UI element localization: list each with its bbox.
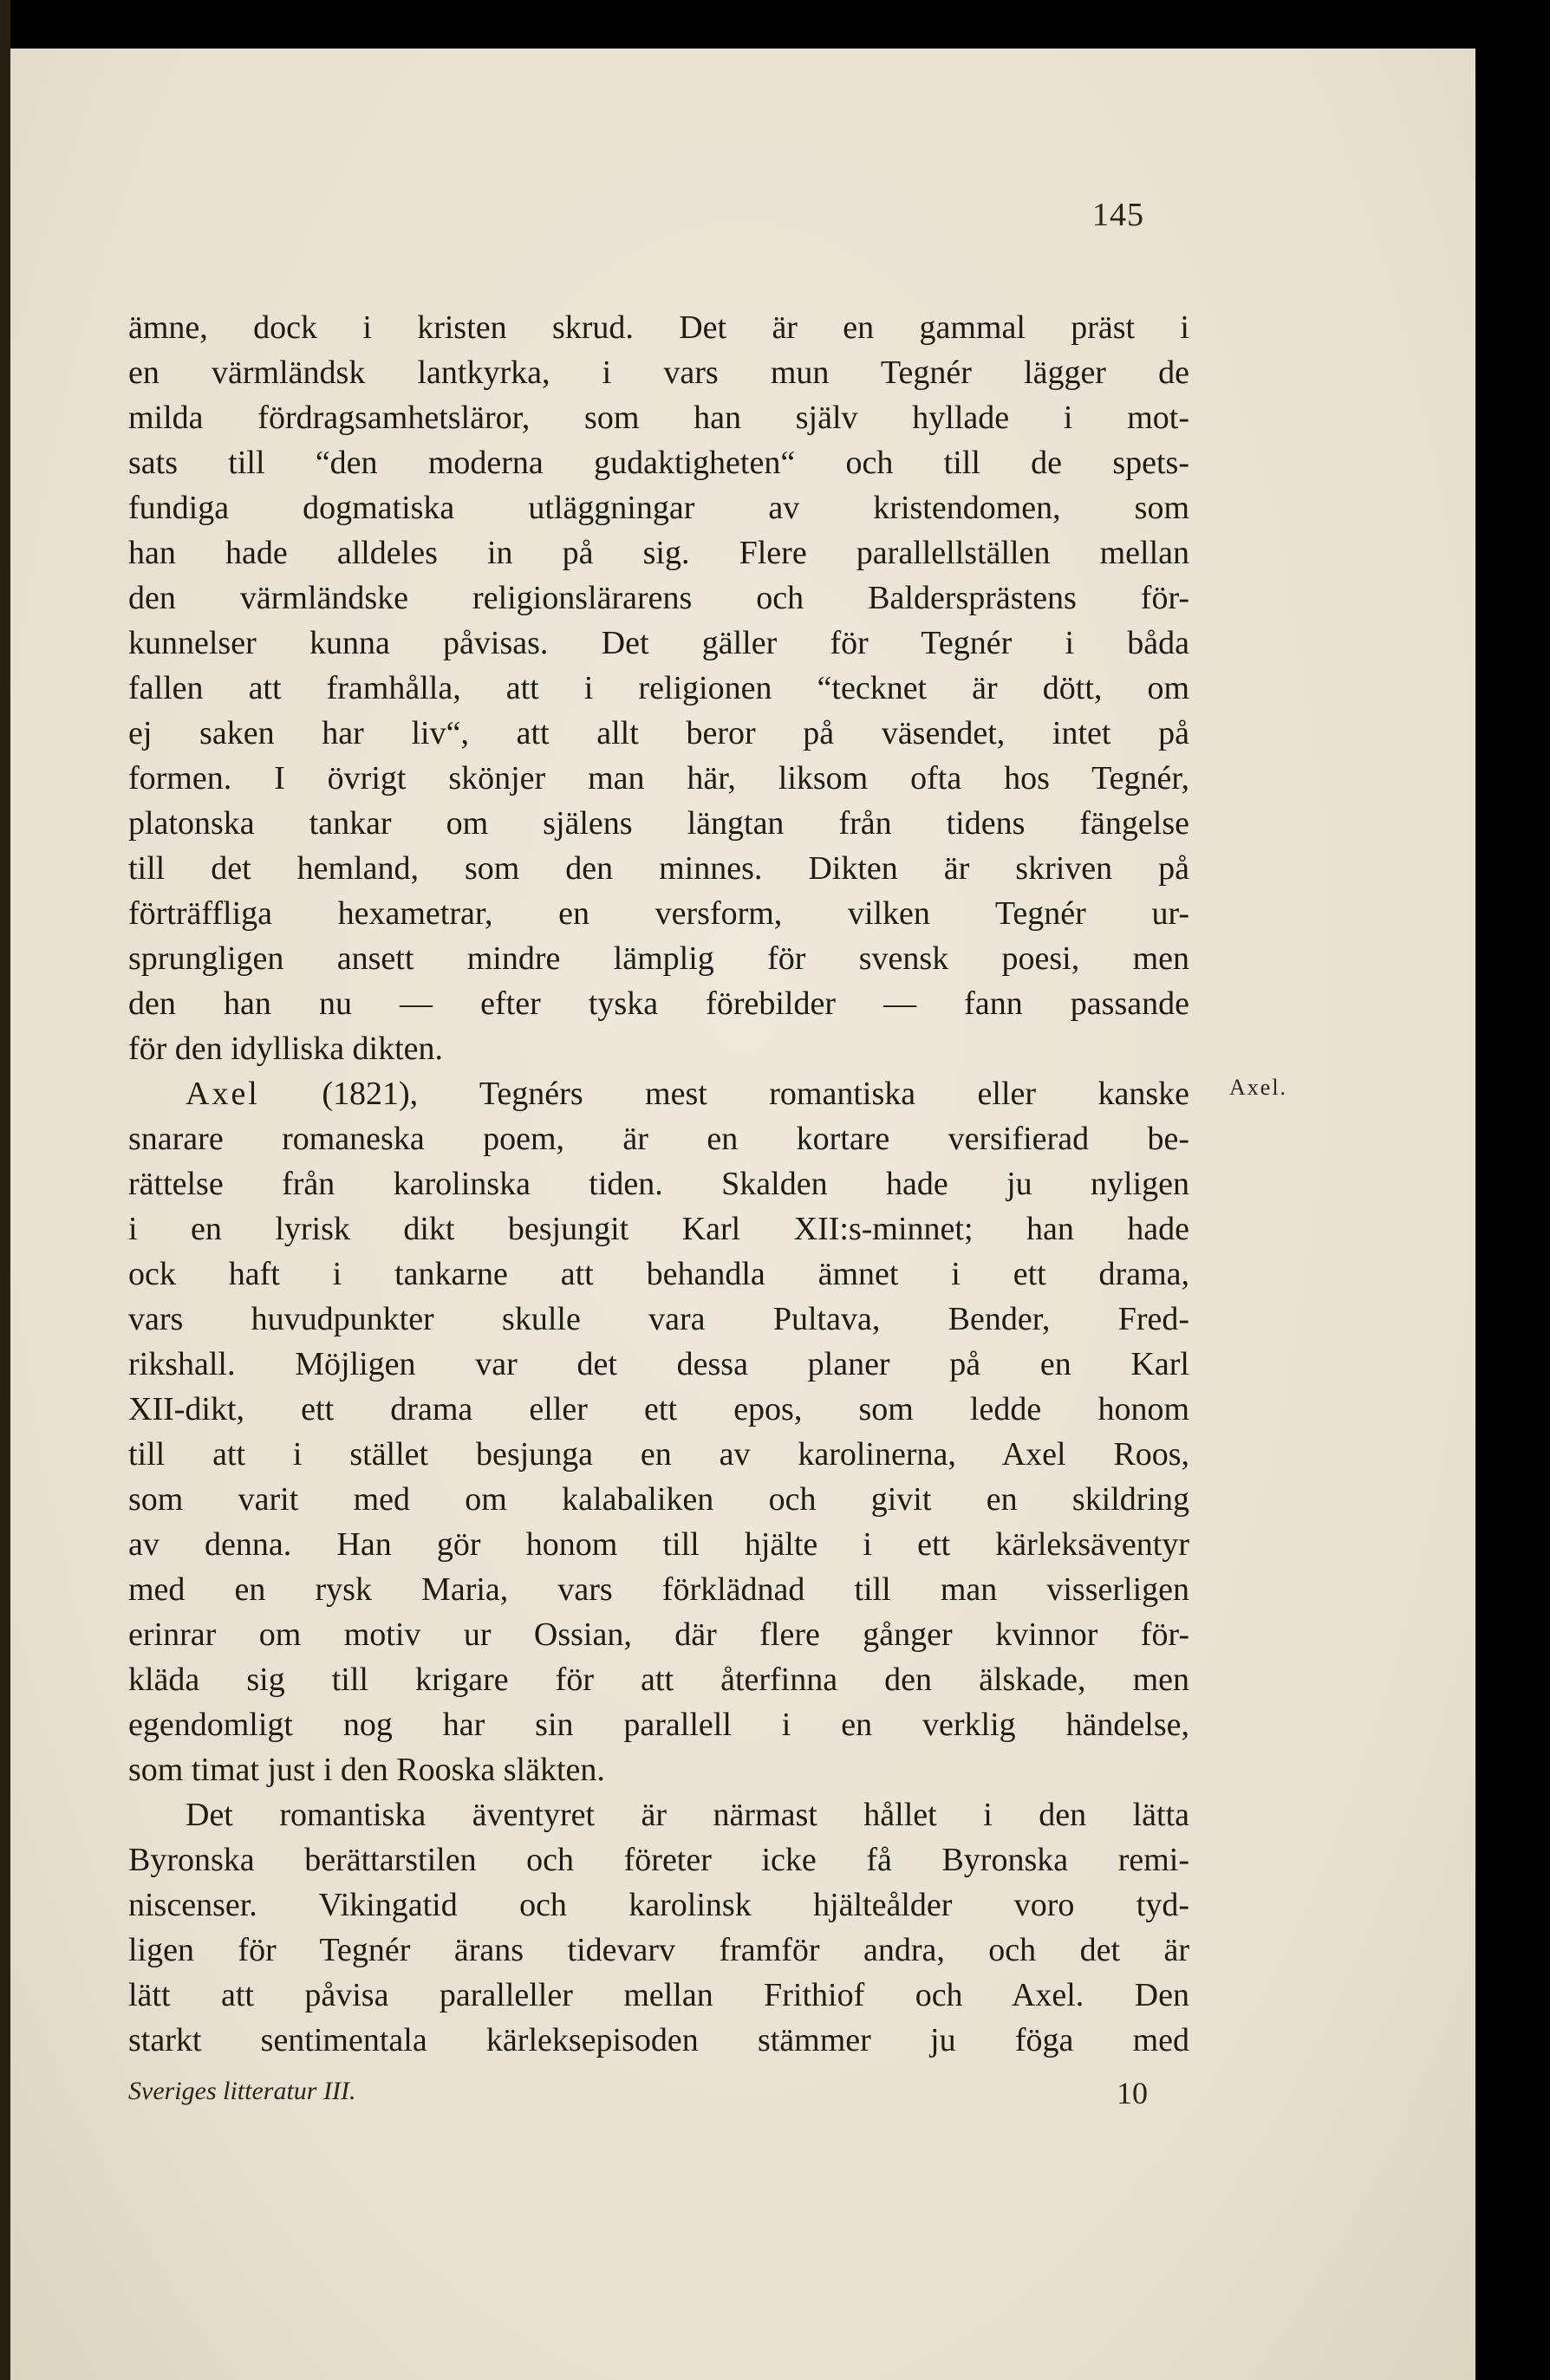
- text-line: rättelse från karolinska tiden. Skalden hade ju nyligen: [128, 1166, 1189, 1202]
- text-line: niscenser. Vikingatid och karolinsk hjälteålder voro tyd-: [128, 1887, 1189, 1923]
- text-line: starkt sentimentala kärleksepisoden stämmer ju föga med: [128, 2022, 1189, 2058]
- text-line: vars huvudpunkter skulle vara Pultava, Bender, Fred-: [128, 1301, 1189, 1337]
- text-line: sprungligen ansett mindre lämplig för svensk poesi, men: [128, 940, 1189, 977]
- text-line: platonska tankar om själens längtan från tidens fängelse: [128, 805, 1189, 842]
- book-page: [10, 49, 1475, 2380]
- text-line: erinrar om motiv ur Ossian, där flere gånger kvinnor för-: [128, 1616, 1189, 1653]
- page-number: 145: [1092, 197, 1144, 233]
- text-line: till att i stället besjunga en av karolinerna, Axel Roos,: [128, 1436, 1189, 1473]
- text-line: snarare romaneska poem, är en kortare versifierad be-: [128, 1121, 1189, 1157]
- text-line: ock haft i tankarne att behandla ämnet i ett drama,: [128, 1256, 1189, 1292]
- text-line: rikshall. Möjligen var det dessa planer på en Karl: [128, 1346, 1189, 1382]
- text-line: kläda sig till krigare för att återfinna den älskade, men: [128, 1661, 1189, 1698]
- text-line: för den idylliska dikten.: [128, 1031, 444, 1067]
- text-line: en värmländsk lantkyrka, i vars mun Tegnér lägger de: [128, 354, 1189, 391]
- text-line: som varit med om kalabaliken och givit en skildring: [128, 1481, 1189, 1518]
- text-line: kunnelser kunna påvisas. Det gäller för Tegnér i båda: [128, 625, 1189, 661]
- margin-note: Axel.: [1229, 1075, 1288, 1100]
- text-line: fundiga dogmatiska utläggningar av kristendomen, som: [128, 490, 1189, 526]
- text-line: med en rysk Maria, vars förklädnad till man visserligen: [128, 1571, 1189, 1608]
- footer-title: Sveriges litteratur III.: [128, 2077, 356, 2105]
- text-line: till det hemland, som den minnes. Dikten är skriven på: [128, 850, 1189, 887]
- text-line: egendomligt nog har sin parallell i en verklig händelse,: [128, 1707, 1189, 1743]
- text-line: XII-dikt, ett drama eller ett epos, som ledde honom: [128, 1391, 1189, 1427]
- text-line: den han nu — efter tyska förebilder — fann passande: [128, 985, 1189, 1022]
- body-text: [128, 305, 1189, 2063]
- text-line: ämne, dock i kristen skrud. Det är en gammal präst i: [128, 309, 1189, 346]
- text-line: som timat just i den Rooska släkten.: [128, 1752, 605, 1788]
- text-line: ej saken har liv“, att allt beror på väsendet, intet på: [128, 715, 1189, 751]
- text-line: förträffliga hexametrar, en versform, vilken Tegnér ur-: [128, 895, 1189, 932]
- text-line: Byronska berättarstilen och företer icke få Byronska remi-: [128, 1842, 1189, 1878]
- text-line: milda fördragsamhetsläror, som han själv hyllade i mot-: [128, 400, 1189, 436]
- text-line: den värmländske religionslärarens och Baldersprästens för-: [128, 580, 1189, 616]
- text-line: han hade alldeles in på sig. Flere parallellställen mellan: [128, 535, 1189, 571]
- text-line: i en lyrisk dikt besjungit Karl XII:s-minnet; han hade: [128, 1211, 1189, 1247]
- spaced-title: Axel: [186, 1076, 260, 1112]
- text-line-rest: (1821), Tegnérs mest romantiska eller kanske: [322, 1076, 1189, 1112]
- text-line: fallen att framhålla, att i religionen “tecknet är dött, om: [128, 670, 1189, 706]
- text-line: [128, 1071, 1189, 1116]
- text-line: Det romantiska äventyret är närmast hållet i den lätta: [186, 1797, 1189, 1833]
- signature-mark: 10: [1117, 2076, 1148, 2110]
- text-line: lätt att påvisa paralleller mellan Frithiof och Axel. Den: [128, 1977, 1189, 2013]
- text-line: formen. I övrigt skönjer man här, liksom ofta hos Tegnér,: [128, 760, 1189, 797]
- text-line: sats till “den moderna gudaktigheten“ och till de spets-: [128, 445, 1189, 481]
- text-line: ligen för Tegnér ärans tidevarv framför andra, och det är: [128, 1932, 1189, 1968]
- scan-border: [0, 0, 10, 2380]
- text-line: av denna. Han gör honom till hjälte i ett kärleksäventyr: [128, 1526, 1189, 1563]
